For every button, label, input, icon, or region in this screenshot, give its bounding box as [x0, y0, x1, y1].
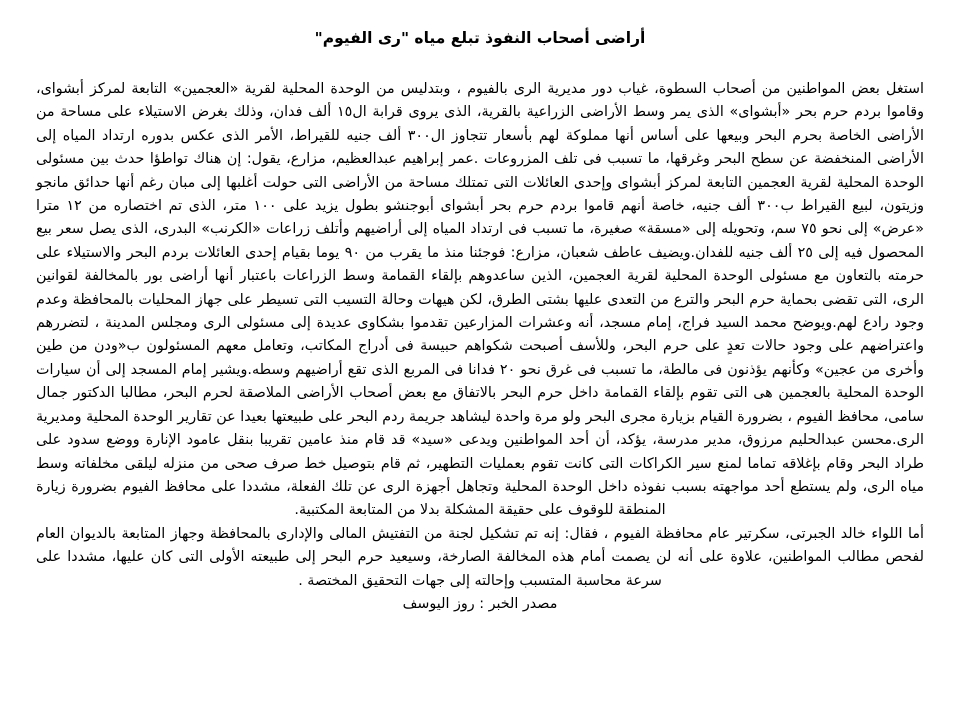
article-paragraph: استغل بعض المواطنين من أصحاب السطوة، غياب دور مديرية الرى بالفيوم ، وبتدليس من الوحدة المحلية لقرية «العجمين» التابعة لمركز أبشواى، وقاموا بردم حرم بحر «أبشواى» الذى يمر وسط الأراضى الزراعية بالقرية، الذى يروى قرابة ال١٥ ألف فدان، وذلك بغرض الاستيلاء على مساحة من الأراضى الخاصة بحرم البحر وبيعها على أساس أنها مملوكة لهم بأسعار تتجاوز ال٣٠٠ ألف جنيه للقيراط، الأمر الذى عكس بدوره ارتداد المياه إلى الأراضى المنخفضة عن سطح البحر وغرقها، ما تسبب فى تلف المزروعات .عمر إبراهيم عبدالعظيم، مزارع، يقول: إن هناك تواطؤا حدث بين مسئولى الوحدة المحلية لقرية العجمين التابعة لمركز أبشواى وإحدى العائلات التى تمتلك مساحة من الأراضى التى حولت أغلبها إلى مبان رغم أنها حدائق مانجو وزيتون، لبيع القيراط ب٣٠٠ ألف جنيه، خاصة أنهم قاموا بردم حرم بحر أبشواى أبوجنشو بطول يزيد على ١٠٠ متر، الذى تم اختصاره من ١٢ مترا «عرض» إلى نحو ٧٥ سم، وتحويله إلى «مسقة» صغيرة، ما تسبب فى ارتداد المياه إلى أراضيهم وأتلف زراعات «الكرنب» البدرى، الذى يصل سعر بيع المحصول فيه إلى ٢٥ ألف جنيه للفدان.ويضيف عاطف شعبان، مزارع: فوجئنا منذ ما يقرب من ٩٠ يوما بقيام إحدى العائلات بردم البحر والاستيلاء على حرمته بالتعاون مع مسئولى الوحدة المحلية لقرية العجمين، الذين ساعدوهم بإلقاء القمامة وسط الزراعات باعتبار أنها أراضى بور بالمخالفة لقوانين الرى، التى تقضى بحماية حرم البحر والترع من التعدى عليها بشتى الطرق، لكن هيهات وحالة التسيب التى تسيطر على جهاز المحليات بالمحافظة وعدم وجود رادع لهم.ويوضح محمد السيد فراج، إمام مسجد، أنه وعشرات المزارعين تقدموا بشكاوى عديدة إلى مسئولى الرى ومجلس المدينة ، لتضررهم واعتراضهم على وجود حالات تعدٍ على حرم البحر، وللأسف أصبحت شكواهم حبيسة فى أدراج المكاتب، وتعامل معهم المسئولون ب«ودن من طين وأخرى من عجين» وكأنهم يؤذنون فى مالطة، ما تسبب فى غرق نحو ٢٠ فدانا فى المربع الذى تقع أراضيهم وسطه.ويشير إمام المسجد إلى أن سيارات الوحدة المحلية بالعجمين هى التى تقوم بإلقاء القمامة داخل حرم البحر بالاتفاق مع بعض أصحاب الأراضى الملاصقة لحرم البحر، مطالبا الدكتور جمال سامى، محافظ الفيوم ، بضرورة القيام بزيارة مجرى البحر ولو مرة واحدة ليشاهد جريمة ردم البحر على طبيعتها بعيدا عن تقارير الوحدة المحلية ومديرية الرى.محسن عبدالحليم مرزوق، مدير مدرسة، يؤكد، أن أحد المواطنين ويدعى «سيد» قد قام منذ عامين تقريبا بنقل عامود الإنارة ووضع سدود على طراد البحر وقام بإغلاقه تماما لمنع سير الكراكات التى كانت تقوم بعمليات التطهير، ثم قام بتوصيل خط صرف صحى من منزله ليلقى مخلفاته وسط مياه الرى، ولم يستطع أحد مواجهته بسبب نفوذه داخل الوحدة المحلية وتجاهل أجهزة الرى عن تلك الفعلة، مشددا على محافظ الفيوم بضرورة زيارة المنطقة للوقوف على حقيقة المشكلة بدلا من المتابعة المكتبية. — [36, 81, 924, 519]
article-paragraph: أما اللواء خالد الجبرتى، سكرتير عام محافظة الفيوم ، فقال: إنه تم تشكيل لجنة من التفتيش المالى والإدارى بالمحافظة وجهاز المتابعة بالديوان العام لفحص مطالب المواطنين، علاوة على أنه لن يصمت أمام هذه المخالفة الصارخة، وسيعيد حرم البحر إلى طبيعته الأولى التى كان عليها، مشددا على سرعة محاسبة المتسبب وإحالته إلى جهات التحقيق المختصة . — [36, 525, 924, 589]
article-title: أراضى أصحاب النفوذ تبلع مياه "رى الفيوم" — [314, 29, 646, 47]
article-body — [36, 78, 924, 593]
article-source: مصدر الخبر : روز اليوسف — [402, 595, 558, 612]
